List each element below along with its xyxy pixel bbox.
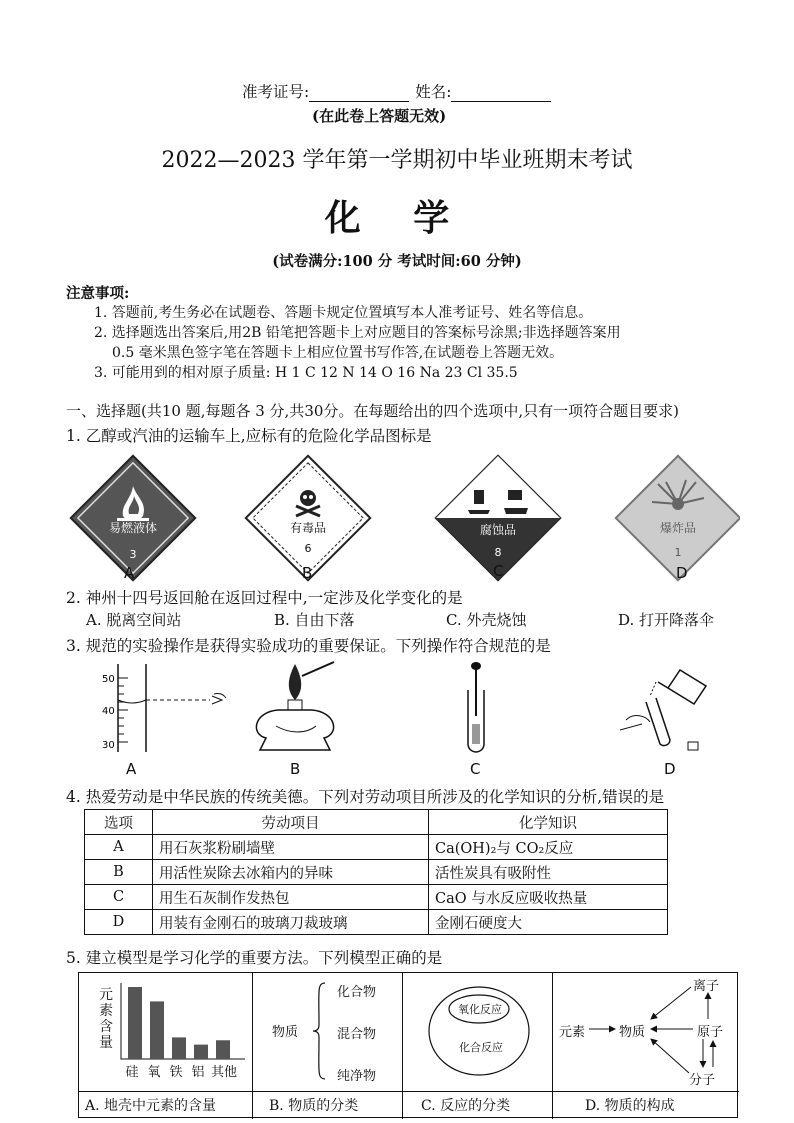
q2-option-c[interactable]: C. 外壳烧蚀 bbox=[446, 611, 527, 629]
d-arrows bbox=[553, 973, 739, 1091]
caption-a: A. 地壳中元素的含量 bbox=[85, 1098, 217, 1114]
a-category: 其他 bbox=[210, 1065, 237, 1080]
score-time: (试卷满分:100 分 考试时间:60 分钟) bbox=[272, 253, 522, 270]
subject-title: 化 学 bbox=[324, 197, 470, 239]
sign-a-num: 3 bbox=[129, 548, 137, 561]
exam-id-blank[interactable] bbox=[309, 86, 409, 102]
a-categories bbox=[121, 1061, 249, 1080]
q1-letter-a: A bbox=[124, 564, 135, 582]
tick-50: 50 bbox=[102, 674, 115, 685]
q1-signs bbox=[60, 452, 740, 584]
caption-b: B. 物质的分类 bbox=[269, 1098, 359, 1114]
a-ylabel-char: 素 bbox=[99, 1003, 113, 1019]
table-row bbox=[85, 885, 668, 910]
test-tube-dropper-icon[interactable] bbox=[468, 662, 484, 752]
alcohol-lamp-icon[interactable] bbox=[256, 662, 334, 750]
a-ylabel bbox=[99, 987, 115, 1051]
d-element: 元素 bbox=[559, 1025, 586, 1040]
sign-a-label: 易燃液体 bbox=[108, 521, 158, 535]
notes-heading: 注意事项: bbox=[66, 285, 130, 302]
tick-40: 40 bbox=[102, 706, 115, 717]
table-row bbox=[85, 835, 668, 860]
tick-30: 30 bbox=[102, 740, 115, 751]
q1-letter-d: D bbox=[676, 564, 688, 582]
sign-c-num: 8 bbox=[494, 546, 502, 559]
q3-apparatus bbox=[90, 660, 740, 760]
table-cell: CaO 与水反应吸收热量 bbox=[429, 885, 668, 910]
d-substance: 物质 bbox=[619, 1025, 646, 1040]
table-cell: D bbox=[85, 910, 153, 935]
bar-氧 bbox=[150, 1001, 164, 1059]
note-3: 0.5 毫米黑色签字笔在答题卡上相应位置书写作答,在试题卷上答题无效。 bbox=[112, 345, 564, 361]
b-item-mixture: 混合物 bbox=[337, 1027, 377, 1042]
bar-铁 bbox=[172, 1037, 186, 1059]
sign-flammable-icon[interactable] bbox=[71, 456, 195, 580]
a-category: 铁 bbox=[169, 1065, 183, 1080]
q3-letter-d: D bbox=[664, 760, 676, 778]
note-1: 1. 答题前,考生务必在试题卷、答题卡规定位置填写本人准考证号、姓名等信息。 bbox=[94, 305, 593, 321]
note-2: 2. 选择题选出答案后,用2B 铅笔把答题卡上对应题目的答案标号涂黑;非选择题答案用 bbox=[94, 325, 621, 341]
q1-stem: 1. 乙醇或汽油的运输车上,应标有的危险化学品图标是 bbox=[66, 427, 432, 445]
table-cell: 用石灰浆粉刷墙壁 bbox=[153, 835, 429, 860]
q3-letter-b: B bbox=[290, 760, 301, 778]
section-1-heading: 一、选择题(共10 题,每题各 3 分,共30分。在每题给出的四个选项中,只有一项符合题目要求) bbox=[66, 402, 680, 420]
q2-option-d[interactable]: D. 打开降落伞 bbox=[618, 611, 715, 629]
d-atom: 原子 bbox=[697, 1025, 724, 1040]
b-item-compound: 化合物 bbox=[337, 985, 377, 1000]
a-category: 铝 bbox=[191, 1065, 205, 1080]
q2-option-b[interactable]: B. 自由下落 bbox=[274, 611, 355, 629]
q4-stem: 4. 热爱劳动是中华民族的传统美德。下列对劳动项目所涉及的化学知识的分析,错误的是 bbox=[66, 788, 665, 806]
element-content-bar-chart bbox=[117, 981, 247, 1061]
exam-title: 2022—2023 学年第一学期初中毕业班期末考试 bbox=[161, 148, 633, 173]
table-cell: 活性炭具有吸附性 bbox=[429, 860, 668, 885]
reaction-ellipses bbox=[427, 981, 537, 1081]
table-cell: C bbox=[85, 885, 153, 910]
d-ion: 离子 bbox=[693, 979, 720, 994]
table-cell: 金刚石硬度大 bbox=[429, 910, 668, 935]
q1-letter-c: C bbox=[493, 562, 504, 580]
c-outer-label: 化合反应 bbox=[459, 1041, 503, 1054]
note-4: 3. 可能用到的相对原子质量: H 1 C 12 N 14 O 16 Na 23 Cl 35.5 bbox=[94, 365, 518, 381]
table-row bbox=[85, 910, 668, 935]
table-header-row bbox=[85, 810, 668, 835]
pouring-reagent-icon[interactable] bbox=[620, 670, 706, 750]
caption-d: D. 物质的构成 bbox=[585, 1098, 675, 1114]
table-cell: 用活性炭除去冰箱内的异味 bbox=[153, 860, 429, 885]
q4-table bbox=[84, 809, 668, 935]
q2-option-a[interactable]: A. 脱离空间站 bbox=[86, 611, 182, 629]
c-inner-label: 氧化反应 bbox=[458, 1003, 502, 1016]
bar-其他 bbox=[216, 1040, 230, 1059]
sign-d-num: 1 bbox=[674, 546, 682, 559]
table-header-cell: 劳动项目 bbox=[153, 810, 429, 835]
a-ylabel-char: 元 bbox=[99, 987, 113, 1003]
q5-stem: 5. 建立模型是学习化学的重要方法。下列模型正确的是 bbox=[66, 949, 443, 967]
a-category: 氧 bbox=[147, 1065, 161, 1080]
a-category: 硅 bbox=[125, 1065, 139, 1080]
table-cell: B bbox=[85, 860, 153, 885]
table-cell: 用生石灰制作发热包 bbox=[153, 885, 429, 910]
b-root: 物质 bbox=[272, 1025, 299, 1040]
bar-铝 bbox=[194, 1045, 208, 1059]
table-row bbox=[85, 860, 668, 885]
table-cell: Ca(OH)₂与 CO₂反应 bbox=[429, 835, 668, 860]
name-blank[interactable] bbox=[451, 86, 551, 102]
q3-letter-c: C bbox=[470, 760, 481, 778]
table-header-cell: 化学知识 bbox=[429, 810, 668, 835]
notice: (在此卷上答题无效) bbox=[312, 107, 447, 125]
sign-b-num: 6 bbox=[304, 542, 312, 555]
d-molecule: 分子 bbox=[689, 1073, 716, 1088]
table-cell: 用装有金刚石的玻璃刀裁玻璃 bbox=[153, 910, 429, 935]
q3-stem: 3. 规范的实验操作是获得实验成功的重要保证。下列操作符合规范的是 bbox=[66, 637, 551, 655]
brace-icon bbox=[313, 981, 327, 1081]
q3-letter-a: A bbox=[126, 760, 137, 778]
sign-b-label: 有毒品 bbox=[289, 521, 327, 535]
name-label: 姓名: bbox=[415, 83, 452, 101]
b-item-pure: 纯净物 bbox=[337, 1069, 377, 1084]
q2-stem: 2. 神州十四号返回舱在返回过程中,一定涉及化学变化的是 bbox=[66, 589, 463, 607]
sign-toxic-icon[interactable] bbox=[246, 456, 370, 580]
a-ylabel-char: 量 bbox=[99, 1035, 113, 1051]
exam-id-label: 准考证号: bbox=[242, 83, 310, 101]
bar-硅 bbox=[128, 987, 142, 1059]
graduated-cylinder-icon[interactable] bbox=[118, 664, 226, 752]
q5-model-box bbox=[78, 972, 738, 1118]
table-header-cell: 选项 bbox=[85, 810, 153, 835]
caption-c: C. 反应的分类 bbox=[421, 1098, 511, 1114]
table-cell: A bbox=[85, 835, 153, 860]
sign-d-label: 爆炸品 bbox=[659, 521, 697, 535]
q1-letter-b: B bbox=[302, 564, 313, 582]
sign-explosive-icon[interactable] bbox=[616, 456, 740, 580]
a-ylabel-char: 含 bbox=[99, 1019, 113, 1035]
exam-id-line bbox=[242, 80, 551, 102]
sign-c-label: 腐蚀品 bbox=[479, 523, 517, 537]
